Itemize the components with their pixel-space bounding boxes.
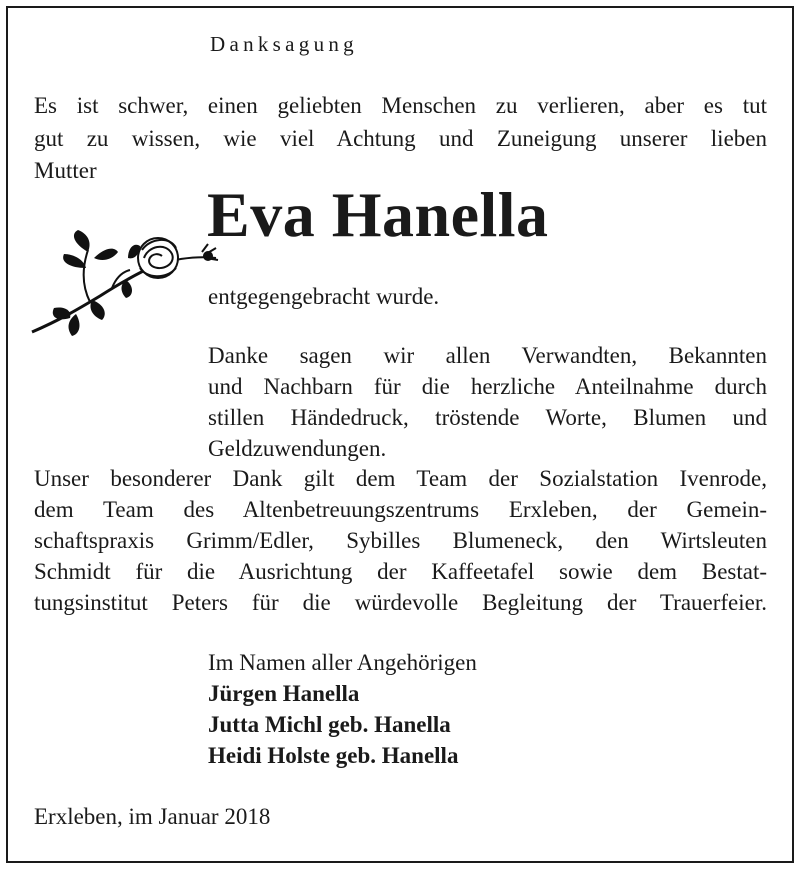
special-thanks-line-3: schaftspraxis Grimm/Edler, Sybilles Blumeneck, den Wirtsleuten — [34, 528, 767, 553]
signatory-3: Heidi Holste geb. Hanella — [208, 743, 459, 768]
deceased-name: Eva Hanella — [207, 179, 549, 250]
intro-line-3: Mutter — [34, 158, 97, 183]
thanks-line-1: Danke sagen wir allen Verwandten, Bekannten — [208, 343, 767, 368]
special-thanks-line-1: Unser besonderer Dank gilt dem Team der Sozialstation Ivenrode, — [34, 466, 767, 491]
notice-heading: Danksagung — [210, 32, 358, 56]
after-name-text: entgegengebracht wurde. — [208, 284, 440, 309]
special-thanks-line-4: Schmidt für die Ausrichtung der Kaffeetafel sowie dem Bestat- — [34, 559, 767, 584]
special-thanks-line-2: dem Team des Altenbetreuungszentrums Erxleben, der Gemein- — [34, 497, 767, 522]
signatory-2: Jutta Michl geb. Hanella — [208, 712, 451, 737]
thanks-line-4: Geldzuwendungen. — [208, 436, 387, 461]
thanks-line-3: stillen Händedruck, tröstende Worte, Blumen und — [208, 405, 767, 430]
signature-intro: Im Namen aller Angehörigen — [208, 650, 477, 675]
place-date: Erxleben, im Januar 2018 — [34, 804, 271, 829]
signatory-1: Jürgen Hanella — [208, 681, 360, 706]
thanks-line-2: und Nachbarn für die herzliche Anteilnahme durch — [208, 374, 767, 399]
intro-line-1: Es ist schwer, einen geliebten Menschen zu verlieren, aber es tut — [34, 93, 767, 118]
special-thanks-line-5: tungsinstitut Peters für die würdevolle Begleitung der Trauerfeier. — [34, 590, 767, 615]
rose-icon — [30, 228, 220, 340]
intro-line-2: gut zu wissen, wie viel Achtung und Zuneigung unserer lieben — [34, 126, 767, 151]
